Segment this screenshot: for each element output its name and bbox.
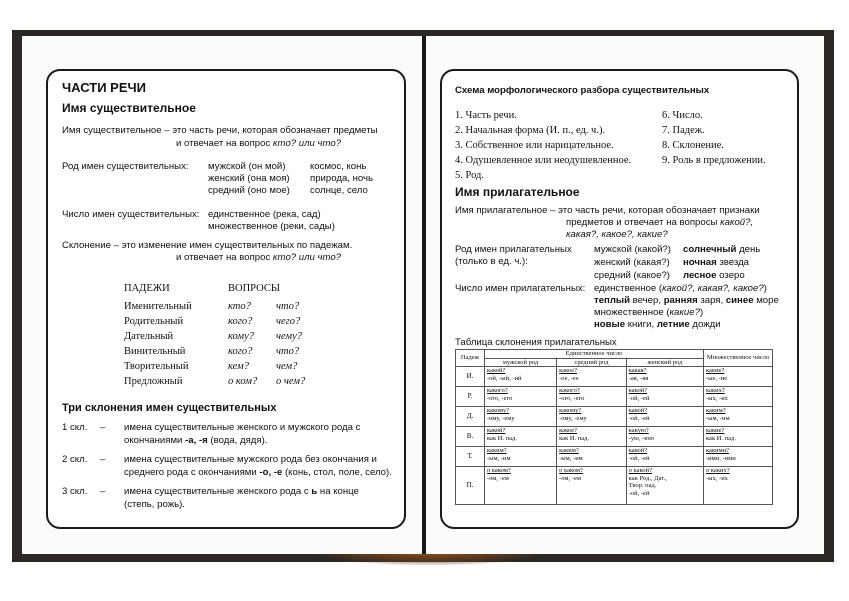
table-case-cell: Д.: [456, 407, 485, 427]
table-cell: какое? -ое, -ее: [557, 367, 627, 387]
case-name: Творительный: [124, 361, 189, 372]
table-cell: о какой? как Род., Дат., Твор. пад. -ой, -ей: [626, 467, 703, 505]
declension-3-line1: имена существительные женского рода с ь на конце: [124, 486, 359, 497]
noun-gender-example: солнце, село: [310, 185, 368, 196]
table-cell: о каких? -ых, -их: [704, 467, 773, 505]
declension-dash: –: [100, 454, 106, 465]
table-cell: о каком? -ом, -ем: [557, 467, 627, 505]
case-question-animate: кому?: [228, 331, 254, 342]
declension-3-label: 3 скл.: [62, 486, 88, 497]
adjective-number-plural: множественное (какие?): [594, 307, 704, 318]
questions-header: ВОПРОСЫ: [228, 283, 281, 294]
table-cell: какой? -ой, -ей: [626, 407, 703, 427]
book-spine: [422, 36, 426, 554]
adjective-definition-line2: предметов и отвечает на вопросы какой?,: [566, 217, 754, 228]
table-cell: какого? -ого, -его: [557, 387, 627, 407]
declension-definition-line1: Склонение – это изменение имен существительных по падежам.: [62, 240, 353, 251]
table-row: [456, 447, 773, 467]
case-name: Именительный: [124, 301, 192, 312]
declension-table-title: Таблица склонения прилагательных: [455, 337, 617, 348]
table-cell: какими? -ими, -ими: [704, 447, 773, 467]
cases-header: ПАДЕЖИ: [124, 283, 170, 294]
case-question-inanimate: чему?: [276, 331, 303, 342]
case-question-animate: о ком?: [228, 376, 258, 387]
table-header-neuter: средний род: [557, 358, 627, 367]
scheme-step: 7. Падеж.: [662, 125, 705, 136]
case-question-animate: кем?: [228, 361, 249, 372]
table-cell: какие? -ые, -ие: [704, 367, 773, 387]
declension-1-label: 1 скл.: [62, 422, 88, 433]
scheme-step: 1. Часть речи.: [455, 110, 517, 121]
adjective-gender-example: лесное озеро: [683, 270, 745, 281]
adjective-number-plural-examples: новые книги, летние дожди: [594, 319, 721, 330]
table-case-cell: Р.: [456, 387, 485, 407]
table-row: [456, 387, 773, 407]
adjective-gender-masculine: мужской (какой?): [594, 244, 671, 255]
table-cell: какую? -ую, -юю: [626, 427, 703, 447]
declension-dash: –: [100, 422, 106, 433]
case-name: Родительный: [124, 316, 184, 327]
case-question-inanimate: чем?: [276, 361, 298, 372]
table-cell: каким? -ым, -им: [485, 447, 557, 467]
adjective-gender-label: Род имен прилагательных: [455, 244, 572, 255]
three-declensions-heading: Три склонения имен существительных: [62, 402, 277, 414]
table-cell: какой? -ой, -ый, -ий: [485, 367, 557, 387]
noun-heading: Имя существительное: [62, 101, 196, 115]
case-question-animate: кого?: [228, 346, 253, 357]
adjective-number-label: Число имен прилагательных:: [455, 283, 586, 294]
noun-gender-label: Род имен существительных:: [62, 161, 189, 172]
adjective-number-singular: единственное (какой?, какая?, какое?): [594, 283, 767, 294]
scheme-step: 6. Число.: [662, 110, 703, 121]
table-cell: каким? -ым, -им: [557, 447, 627, 467]
noun-gender-example: космос, конь: [310, 161, 367, 172]
table-case-cell: П.: [456, 467, 485, 505]
table-header-feminine: женский род: [626, 358, 703, 367]
case-question-inanimate: что?: [276, 346, 300, 357]
scheme-step: 9. Роль в предложении.: [662, 155, 766, 166]
table-header-case: Падеж: [456, 350, 485, 367]
declension-1-line1: имена существительные женского и мужского рода с: [124, 422, 361, 433]
adjective-declension-table: [455, 349, 773, 505]
table-row: [456, 427, 773, 447]
table-cell: какому? -ому, -ему: [485, 407, 557, 427]
declension-dash: –: [100, 486, 106, 497]
noun-gender-neuter: средний (оно мое): [208, 185, 290, 196]
table-cell: о каком? -ом, -ем: [485, 467, 557, 505]
table-cell: какой? -ой, -ей: [626, 447, 703, 467]
case-question-animate: кто?: [228, 301, 251, 312]
table-cell: какому? -ому, -ему: [557, 407, 627, 427]
case-question-animate: кого?: [228, 316, 253, 327]
declension-3-line2: (степь, рожь).: [124, 499, 185, 510]
table-row: [456, 367, 773, 387]
scheme-title: Схема морфологического разбора существительных: [455, 85, 710, 96]
adjective-gender-neuter: средний (какое?): [594, 270, 670, 281]
scheme-step: 5. Род.: [455, 170, 484, 181]
case-question-inanimate: что?: [276, 301, 300, 312]
declension-1-line2: окончаниями -а, -я (вода, дядя).: [124, 435, 268, 446]
adjective-gender-example: солнечный день: [683, 244, 761, 255]
table-cell: какая? -ая, -яя: [626, 367, 703, 387]
adjective-gender-feminine: женский (какая?): [594, 257, 670, 268]
declension-definition-line2: и отвечает на вопрос кто? или что?: [176, 252, 342, 263]
noun-gender-example: природа, ночь: [310, 173, 374, 184]
table-cell: какое? как И. пад.: [557, 427, 627, 447]
scheme-step: 8. Склонение.: [662, 140, 724, 151]
page-title: ЧАСТИ РЕЧИ: [62, 80, 146, 95]
adjective-definition-line3: какая?, какое?, какие?: [566, 229, 668, 240]
declension-2-label: 2 скл.: [62, 454, 88, 465]
case-name: Винительный: [124, 346, 186, 357]
table-cell: какого? -ого, -его: [485, 387, 557, 407]
scheme-step: 2. Начальная форма (И. п., ед. ч.).: [455, 125, 606, 136]
adjective-number-singular-examples: теплый вечер, ранняя заря, синее море: [594, 295, 779, 306]
table-header-row: [456, 350, 773, 359]
noun-number-singular: единственное (река, сад): [208, 209, 321, 220]
table-cell: каких? -ых, -их: [704, 387, 773, 407]
noun-number-plural: множественное (реки, сады): [208, 221, 335, 232]
table-row: [456, 407, 773, 427]
scheme-step: 3. Собственное или нарицательное.: [455, 140, 614, 151]
table-case-cell: Т.: [456, 447, 485, 467]
noun-gender-masculine: мужской (он мой): [208, 161, 286, 172]
noun-definition-line2: и отвечает на вопрос кто? или что?: [176, 138, 342, 149]
declension-2-line2: среднего рода с окончаниями -о, -е (конь, стол, поле, село).: [124, 467, 392, 478]
adjective-heading: Имя прилагательное: [455, 185, 580, 199]
table-case-cell: В.: [456, 427, 485, 447]
table-cell: какой? как И. пад.: [485, 427, 557, 447]
table-header-plural: Множественное число: [704, 350, 773, 367]
table-row: [456, 467, 773, 505]
noun-definition-line1: Имя существительное – это часть речи, которая обозначает предметы: [62, 125, 378, 136]
case-name: Дательный: [124, 331, 174, 342]
case-name: Предложный: [124, 376, 183, 387]
noun-gender-feminine: женский (она моя): [208, 173, 290, 184]
table-cell: каким? -ым, -им: [704, 407, 773, 427]
table-cell: какой? -ой, -ей: [626, 387, 703, 407]
adjective-definition-line1: Имя прилагательное – это часть речи, которая обозначает признаки: [455, 205, 760, 216]
table-header-singular: Единственное число: [485, 350, 704, 359]
table-header-masculine: мужской род: [485, 358, 557, 367]
declension-2-line1: имена существительные мужского рода без окончания и: [124, 454, 377, 465]
case-question-inanimate: о чем?: [276, 376, 306, 387]
noun-number-label: Число имен существительных:: [62, 209, 200, 220]
table-cell: какие? как И. пад.: [704, 427, 773, 447]
adjective-gender-label-note: (только в ед. ч.):: [455, 256, 528, 267]
case-question-inanimate: чего?: [276, 316, 301, 327]
scheme-step: 4. Одушевленное или неодушевленное.: [455, 155, 632, 166]
adjective-gender-example: ночная звезда: [683, 257, 750, 268]
table-case-cell: И.: [456, 367, 485, 387]
